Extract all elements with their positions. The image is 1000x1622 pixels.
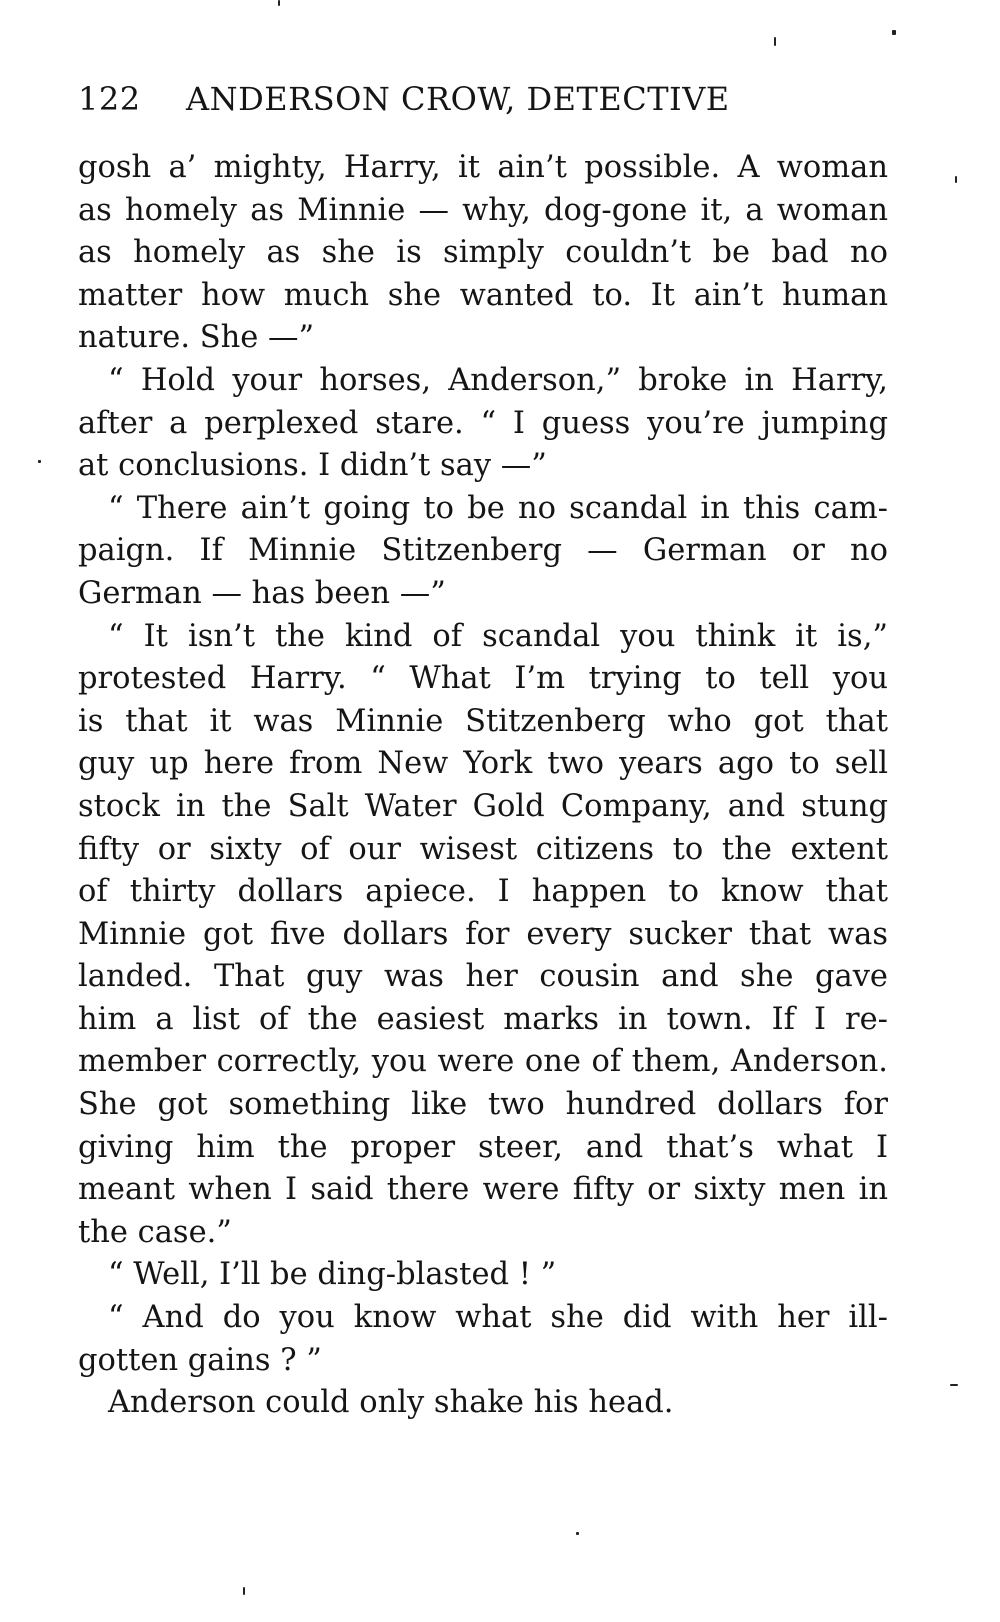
scan-speck bbox=[774, 37, 776, 46]
text-line: “ There ain’t going to be no scandal in this cam- bbox=[108, 490, 888, 526]
text-line: “ Hold your horses, Anderson,” broke in Harry, bbox=[108, 362, 888, 398]
body-text bbox=[78, 147, 888, 1425]
text-line: “ It isn’t the kind of scandal you think it is,” bbox=[108, 618, 888, 654]
text-line: is that it was Minnie Stitzenberg who got that bbox=[78, 703, 888, 739]
text-line: Anderson could only shake his head. bbox=[108, 1385, 674, 1421]
scan-speck bbox=[955, 176, 957, 183]
text-line: protested Harry. “ What I’m trying to tell you bbox=[78, 661, 888, 697]
scan-speck bbox=[576, 1532, 579, 1535]
scan-speck bbox=[950, 1384, 958, 1386]
text-line: paign. If Minnie Stitzenberg — German or no bbox=[78, 533, 888, 569]
scan-speck bbox=[278, 0, 280, 6]
page-header bbox=[78, 76, 898, 122]
text-line: “ Well, I’ll be ding-blasted ! ” bbox=[108, 1257, 557, 1293]
text-line: gotten gains ? ” bbox=[78, 1342, 322, 1378]
text-line: German — has been —” bbox=[78, 575, 446, 611]
text-line: of thirty dollars apiece. I happen to know that bbox=[78, 874, 888, 910]
text-line: after a perplexed stare. “ I guess you’re jumping bbox=[78, 405, 888, 441]
text-line: nature. She —” bbox=[78, 320, 315, 356]
text-line: stock in the Salt Water Gold Company, and stung bbox=[78, 788, 888, 824]
text-line: landed. That guy was her cousin and she gave bbox=[78, 959, 888, 995]
text-line: at conclusions. I didn’t say —” bbox=[78, 448, 547, 484]
text-line: guy up here from New York two years ago to sell bbox=[78, 746, 888, 782]
text-line: She got something like two hundred dollars for bbox=[78, 1087, 888, 1123]
text-line: meant when I said there were fifty or sixty men in bbox=[78, 1172, 888, 1208]
text-line: Minnie got five dollars for every sucker that was bbox=[78, 916, 888, 952]
text-line: gosh a’ mighty, Harry, it ain’t possible. A woman bbox=[78, 150, 888, 185]
scan-speck bbox=[243, 1587, 245, 1595]
text-line: “ And do you know what she did with her ill- bbox=[108, 1300, 888, 1336]
text-line: fifty or sixty of our wisest citizens to the extent bbox=[78, 831, 888, 867]
text-line: as homely as Minnie — why, dog-gone it, a woman bbox=[78, 192, 888, 228]
scan-speck bbox=[892, 30, 896, 35]
page-number: 122 bbox=[78, 80, 141, 118]
running-title: ANDERSON CROW, DETECTIVE bbox=[186, 80, 730, 118]
scan-speck bbox=[38, 460, 41, 463]
text-line: member correctly, you were one of them, Anderson. bbox=[78, 1044, 888, 1080]
text-line: giving him the proper steer, and that’s what I bbox=[78, 1129, 888, 1165]
text-line: matter how much she wanted to. It ain’t human bbox=[78, 277, 888, 313]
text-line: as homely as she is simply couldn’t be bad no bbox=[78, 235, 888, 271]
text-line: him a list of the easiest marks in town. If I re- bbox=[78, 1001, 888, 1037]
text-line: the case.” bbox=[78, 1214, 232, 1250]
